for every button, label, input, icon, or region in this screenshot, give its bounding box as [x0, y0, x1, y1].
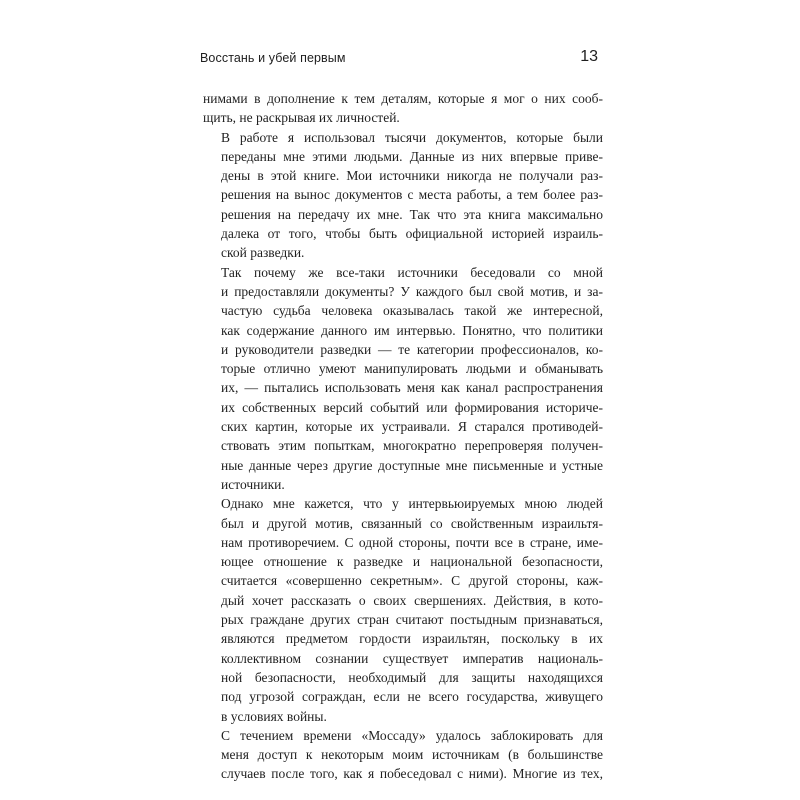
- paragraph: [203, 494, 603, 726]
- text-line: С течением времени «Моссаду» удалось заблокировать для: [221, 727, 603, 743]
- text-line: являются предметом гордости израильтян, поскольку в их: [221, 631, 603, 647]
- page-number: 13: [580, 48, 598, 65]
- body-text: [203, 89, 603, 784]
- text-line: ной безопасности, необходимый для защиты находящихся: [221, 669, 603, 685]
- text-line: далека от того, чтобы быть официальной историей израиль-: [221, 226, 603, 242]
- text-line: их, — пытались использовать меня как канал распространения: [221, 380, 603, 396]
- text-line: ные данные через другие доступные мне письменные и устные: [221, 457, 603, 473]
- text-line: дены в этой книге. Мои источники никогда не получали раз-: [221, 168, 603, 184]
- text-line: как содержание данного им интервью. Понятно, что политики: [221, 322, 603, 338]
- text-line: частую судьба человека оказывалась такой же интересной,: [221, 303, 603, 319]
- text-line: случаев после того, как я побеседовал с ними). Многие из тех,: [221, 766, 603, 782]
- paragraph: [203, 128, 603, 263]
- text-line: рых граждане других стран считают постыдным признаваться,: [221, 612, 603, 628]
- text-line: щить, не раскрывая их личностей.: [203, 110, 400, 126]
- running-header: [200, 48, 600, 71]
- text-line: решения на передачу их мне. Так что эта книга максимально: [221, 206, 603, 222]
- text-line: нам противоречием. С одной стороны, почти все в стране, име-: [221, 534, 603, 550]
- text-line: торые отлично умеют манипулировать людьми и обманывать: [221, 361, 603, 377]
- text-line: нимами в дополнение к тем деталям, которые я мог о них сооб-: [203, 91, 603, 106]
- text-line: меня доступ к некоторым моим источникам (в большинстве: [221, 747, 603, 763]
- paragraph: [203, 89, 603, 128]
- text-line: дый хочет рассказать о своих свершениях. Действия, в кото-: [221, 592, 603, 608]
- text-line: Однако мне кажется, что у интервьюируемых мною людей: [221, 496, 603, 512]
- text-line: ствовать этим попыткам, многократно перепроверяя получен-: [221, 438, 603, 454]
- text-line: и предоставляли документы? У каждого был свой мотив, и за-: [221, 283, 603, 299]
- paragraph: [203, 263, 603, 495]
- text-line: был и другой мотив, связанный со свойственным израильтя-: [221, 515, 603, 531]
- text-line: ской разведки.: [221, 245, 305, 261]
- text-line: их собственных версий событий или формирования историче-: [221, 399, 603, 415]
- text-line: и руководители разведки — те категории профессионалов, ко-: [221, 341, 603, 357]
- text-line: ских картин, которые их устраивали. Я старался противодей-: [221, 419, 603, 435]
- text-line: под угрозой сограждан, если не всего государства, живущего: [221, 689, 603, 705]
- text-line: решения на вынос документов с места работы, а тем более раз-: [221, 187, 603, 203]
- text-line: коллективном сознании существует императив националь-: [221, 650, 603, 666]
- text-line: Так почему же все-таки источники беседовали со мной: [221, 264, 603, 280]
- text-line: источники.: [221, 476, 285, 492]
- text-line: в условиях войны.: [221, 708, 327, 724]
- text-line: ющее отношение к разведке и национальной безопасности,: [221, 554, 603, 570]
- book-title: Восстань и убей первым: [200, 51, 346, 65]
- text-line: переданы мне этими людьми. Данные из них впервые приве-: [221, 148, 603, 164]
- text-line: считается «совершенно секретным». С другой стороны, каж-: [221, 573, 603, 589]
- paragraph: [203, 726, 603, 784]
- text-line: В работе я использовал тысячи документов, которые были: [221, 129, 603, 145]
